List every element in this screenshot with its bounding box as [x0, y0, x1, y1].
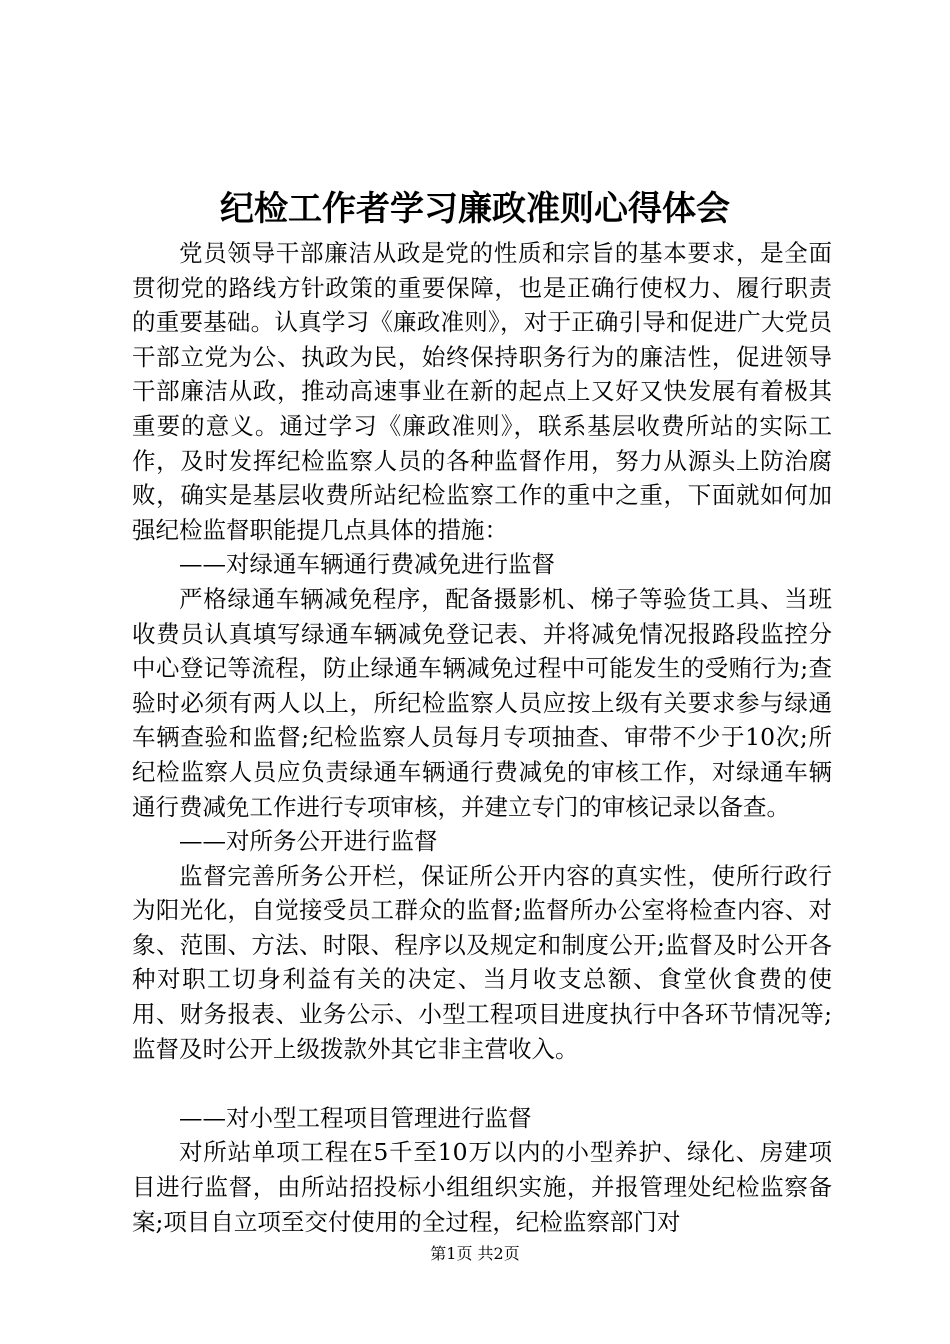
section-heading-small-projects: ——对小型工程项目管理进行监督 — [179, 1103, 532, 1132]
section-heading-green-channel: ——对绿通车辆通行费减免进行监督 — [179, 550, 555, 579]
document-title: 纪检工作者学习廉政准则心得体会 — [220, 189, 730, 229]
section-heading-affairs-disclosure: ——对所务公开进行监督 — [179, 827, 438, 856]
intro-paragraph: 党员领导干部廉洁从政是党的性质和宗旨的基本要求，是全面贯彻党的路线方针政策的重要保障，也是正确行使权力、履行职责的重要基础。认真学习《廉政准则》，对于正确引导和促进广大党员干部立党为公、执政为民，始终保持职务行为的廉洁性，促进领导干部廉洁从政，推动高速事业在新的起点上又好又快发展有着极其重要的意义。通过学习《廉政准则》，联系基层收费所站的实际工作，及时发挥纪检监察人员的各种监督作用，努力从源头上防治腐败，确实是基层收费所站纪检监察工作的重中之重，下面就如何加强纪检监督职能提几点具体的措施： — [132, 239, 832, 544]
page-footer: 第1页 共2页 — [430, 1244, 520, 1263]
section-body-affairs-disclosure: 监督完善所务公开栏，保证所公开内容的真实性，使所行政行为阳光化，自觉接受员工群众的监督;监督所办公室将检查内容、对象、范围、方法、时限、程序以及规定和制度公开;监督及时公开各种对职工切身利益有关的决定、当月收支总额、食堂伙食费的使用、财务报表、业务公示、小型工程项目进度执行中各环节情况等;监督及时公开上级拨款外其它非主营收入。 — [132, 861, 832, 1063]
document-body — [132, 236, 832, 1239]
paragraph-spacer — [132, 1066, 832, 1101]
section-body-green-channel: 严格绿通车辆减免程序，配备摄影机、梯子等验货工具、当班收费员认真填写绿通车辆减免登记表、并将减免情况报路段监控分中心登记等流程，防止绿通车辆减免过程中可能发生的受贿行为;查验时必须有两人以上，所纪检监察人员应按上级有关要求参与绿通车辆查验和监督;纪检监察人员每月专项抽查、审带不少于10次;所纪检监察人员应负责绿通车辆通行费减免的审核工作，对绿通车辆通行费减免工作进行专项审核，并建立专门的审核记录以备查。 — [132, 584, 832, 821]
section-body-small-projects: 对所站单项工程在5千至10万以内的小型养护、绿化、房建项目进行监督，由所站招投标小组组织实施，并报管理处纪检监察备案;项目自立项至交付使用的全过程，纪检监察部门对 — [132, 1138, 832, 1236]
